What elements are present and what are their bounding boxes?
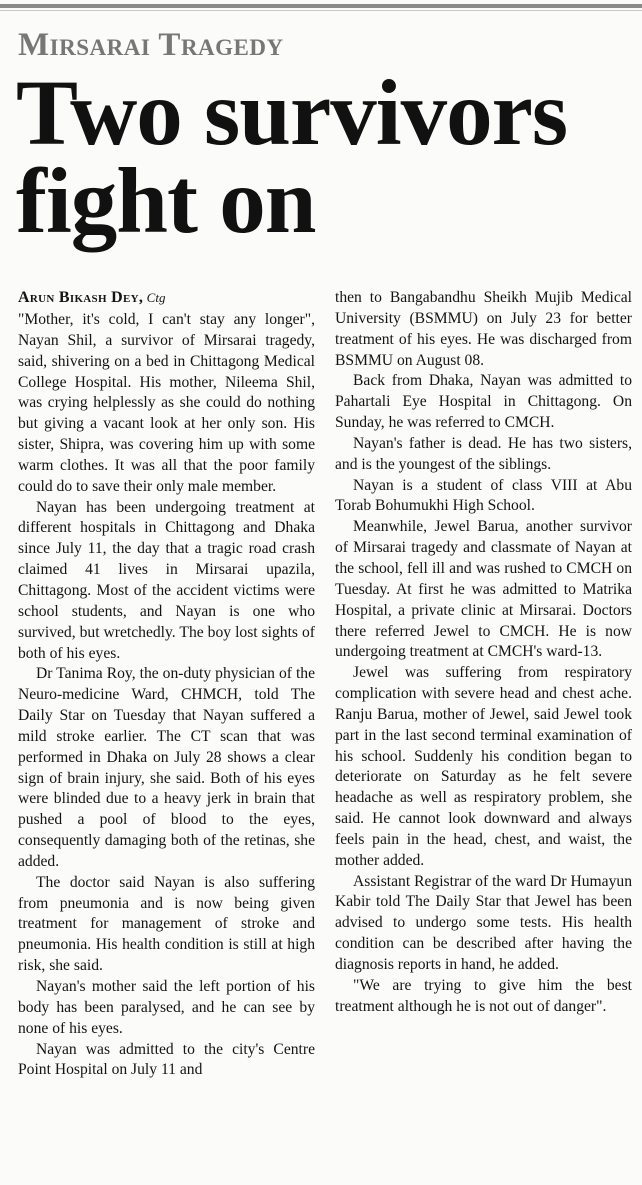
byline xyxy=(18,288,315,310)
paragraph: Meanwhile, Jewel Barua, another survivor of Mirsarai tragedy and classmate of Nayan at the school, fell ill and was rushed to CMCH on Tuesday. At first he was admitted to Matrika Hospital, a private clinic at Mirsarai. Doctors there referred Jewel to CMCH. He is now undergoing treatment at CMCH's ward-13. xyxy=(335,518,632,661)
paragraph: Nayan is a student of class VIII at Abu Torab Bohumukhi High School. xyxy=(335,476,632,515)
paragraph: "We are trying to give him the best treatment although he is not out of danger". xyxy=(335,976,632,1015)
paragraph: Nayan was admitted to the city's Centre Point Hospital on July 11 and xyxy=(18,1040,315,1079)
paragraph: Nayan's mother said the left portion of his body has been paralysed, and he can see by none of his eyes. xyxy=(18,978,315,1037)
paragraph: Dr Tanima Roy, the on-duty physician of the Neuro-medicine Ward, CHMCH, told The Daily Star on Tuesday that Nayan suffered a mild stroke earlier. The CT scan that was performed in Dhaka on July 28 shows a clear sign of brain injury, she said. Both of his eyes were blinded due to a heavy jerk in brain that pushed a pool of blood to the eyes, consequently damaging both of the retinas, she added. xyxy=(18,665,315,870)
top-rule xyxy=(0,4,642,8)
paragraph: Nayan has been undergoing treatment at different hospitals in Chittagong and Dhaka since July 11, the day that a tragic road crash claimed 41 lives in Mirsarai upazila, Chittagong. Most of the accident victims were school students, and Nayan is one who survived, but wretchedly. The boy lost sights of both of his eyes. xyxy=(18,498,315,662)
paragraph: "Mother, it's cold, I can't stay any longer", Nayan Shil, a survivor of Mirsarai tragedy, said, shivering on a bed in Chittagong Medical College Hospital. His mother, Nileema Shil, was crying helplessly as she could do nothing but giving a vacant look at her only son. His sister, Shipra, was covering him up with some warm clothes. It was all that the poor family could do to save their only male member. xyxy=(18,311,315,495)
section-kicker: Mirsarai Tragedy xyxy=(18,27,284,63)
paragraph: Assistant Registrar of the ward Dr Humayun Kabir told The Daily Star that Jewel has been advised to undergo some tests. His health condition can be described after having the diagnosis reports in hand, he added. xyxy=(335,872,632,973)
article-column-left xyxy=(18,288,315,1081)
paragraph: Nayan's father is dead. He has two sisters, and is the youngest of the siblings. xyxy=(335,434,632,473)
headline: Two survivors fight on xyxy=(16,62,568,253)
paragraph: Jewel was suffering from respiratory complication with severe head and chest ache. Ranju Barua, mother of Jewel, said Jewel took part in the last second terminal examination of his school. Suddenly his condition began to deteriorate on Saturday as he felt severe headache as well as respiratory problem, she said. He cannot look downward and always feels pain in the head, chest, and waist, the mother added. xyxy=(335,664,632,869)
top-rule-thin xyxy=(0,10,642,11)
paragraph: Back from Dhaka, Nayan was admitted to Pahartali Eye Hospital in Chittagong. On Sunday, he was referred to CMCH. xyxy=(335,372,632,432)
paragraph: The doctor said Nayan is also suffering from pneumonia and is now being given treatment for management of stroke and pneumonia. His health condition is still at high risk, she said. xyxy=(18,873,315,975)
paragraph-continued: then to Bangabandhu Sheikh Mujib Medical University (BSMMU) on July 23 for better treatment of his eyes. He was discharged from BSMMU on August 08. xyxy=(335,289,632,369)
byline-location: Ctg xyxy=(146,290,166,305)
article-column-right xyxy=(335,288,632,1018)
byline-author: Arun Bikash Dey, xyxy=(18,289,144,306)
